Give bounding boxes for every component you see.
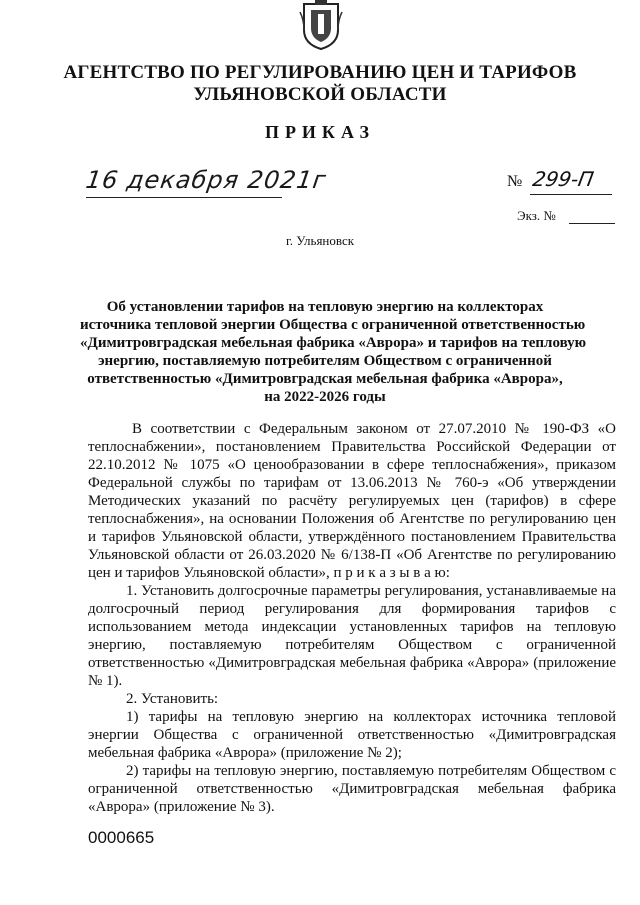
order-body [88, 420, 616, 816]
title-line: на 2022-2026 годы [264, 389, 386, 405]
title-line: энергию, поставляемую потребителям Обществом с ограниченной [98, 353, 552, 369]
form-serial-number: 0000665 [88, 828, 155, 847]
title-line: Об установлении тарифов на тепловую энергию на коллекторах [106, 299, 544, 315]
item-2-paragraph: 2. Установить: [126, 691, 219, 707]
item-1-paragraph: 1. Установить долгосрочные параметры регулирования, устанавливаемые на долгосрочный период регулирования для формирования тарифов с использованием метода индексации установленных тарифов на тепловую энергию, поставляемую потребителям Обществом с ограниченной ответственностью «Димитровградская мебельная фабрика «Аврора» (приложение № 1). [88, 583, 616, 689]
preamble-paragraph: В соответствии с Федеральным законом от 27.07.2010 № 190-ФЗ «О теплоснабжении», постановлением Правительства Российской Федерации от 22.10.2012 № 1075 «О ценообразовании в сфере теплоснабжения», приказом Федеральной службы по тарифам от 13.06.2013 № 760-э «Об утверждении Методических указаний по расчёту регулируемых цен (тарифов) в сфере теплоснабжения», на основании Положения об Агентстве по регулированию цен и тарифов Ульяновской области, утверждённого постановлением Правительства Ульяновской области от 26.03.2020 № 6/138-П «Об Агентстве по регулированию цен и тарифов Ульяновской области», п р и к а з ы в а ю: [88, 421, 616, 581]
agency-name-line1: АГЕНТСТВО ПО РЕГУЛИРОВАНИЮ ЦЕН И ТАРИФОВ [63, 62, 577, 83]
document-type: ПРИКАЗ [264, 122, 376, 142]
handwritten-number: 299-П [530, 167, 596, 191]
item-2-1-paragraph: 1) тарифы на тепловую энергию на коллекторах источника тепловой энергии Общества с ограниченной ответственностью «Димитровградская мебельная фабрика «Аврора» (приложение № 2); [88, 709, 616, 761]
number-sign: № [507, 173, 523, 190]
city: г. Ульяновск [285, 233, 355, 248]
coat-of-arms-emblem [298, 0, 344, 50]
title-line: источника тепловой энергии Общества с ограниченной ответственностью [80, 317, 586, 333]
handwritten-date: 16 декабря 2021г [84, 166, 329, 194]
title-line: ответственностью «Димитровградская мебельная фабрика «Аврора», [87, 371, 563, 387]
copy-number-blank [569, 223, 615, 224]
agency-name-line2: УЛЬЯНОВСКОЙ ОБЛАСТИ [193, 84, 447, 105]
order-title [80, 298, 587, 406]
number-underline [530, 194, 612, 195]
title-line: «Димитровградская мебельная фабрика «Аврора» и тарифов на тепловую [80, 335, 587, 351]
copy-number-label: Экз. № [517, 208, 556, 223]
date-underline [86, 197, 282, 198]
item-2-2-paragraph: 2) тарифы на тепловую энергию, поставляемую потребителям Обществом с ограниченной ответственностью «Димитровградская мебельная фабрика «Аврора» (приложение № 3). [88, 763, 616, 815]
